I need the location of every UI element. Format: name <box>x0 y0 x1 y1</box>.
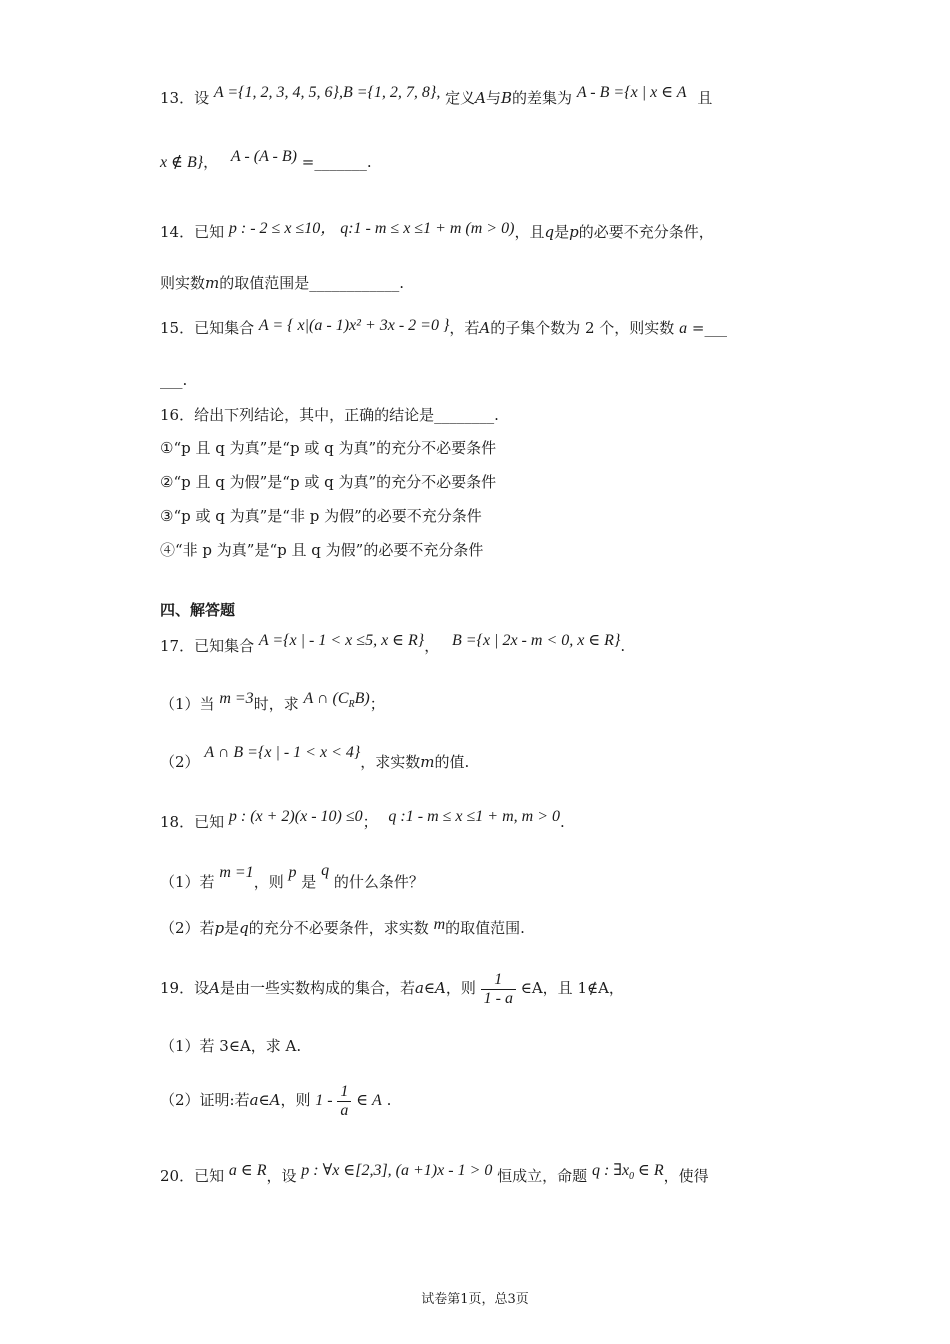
q15-set: A = { x|(a - 1)x² + 3x - 2 =0 } <box>258 317 450 334</box>
q19-part2-fraction: $\frac{1}{a}$ <box>337 1083 351 1120</box>
q14-condition: p : - 2 ≤ x ≤10， q:1 - m ≤ x ≤1 + m (m > 0) <box>228 220 515 237</box>
q19-part2: （2）证明:若a∈A，则 1 - $\frac{1}{a}$ ∈ A . <box>160 1082 392 1119</box>
q18-p: p : (x + 2)(x - 10) ≤0 <box>228 808 363 825</box>
q13-line2: x ∉ B}， A - (A - B) =_______. <box>160 148 372 171</box>
q15-line2: ___. <box>160 371 188 389</box>
q19-part1: （1）若 3∈A，求 A. <box>160 1037 302 1055</box>
q13-number: 13．设 <box>160 89 210 107</box>
section-heading: 四、解答题 <box>160 601 236 619</box>
q13-sets: A ={1, 2, 3, 4, 5, 6},B ={1, 2, 7, 8}, <box>213 84 441 101</box>
q13-def: A - B ={x | x ∈ A <box>576 84 687 101</box>
q17-part2: （2） A ∩ B ={x | - 1 < x < 4}，求实数m的值. <box>160 744 470 771</box>
page-footer: 试卷第1页，总3页 <box>421 1292 529 1307</box>
q14-line1: 14．已知 p : - 2 ≤ x ≤10， q:1 - m ≤ x ≤1 + m (m > 0)，且q是p的必要不充分条件， <box>160 220 714 241</box>
q16-item-4: ④“非 p 为真”是“p 且 q 为假”的必要不充分条件 <box>160 541 484 559</box>
q13-line1: 13．设 A ={1, 2, 3, 4, 5, 6},B ={1, 2, 7, 8}, 定义A与B的差集为 A - B ={x | x ∈ A 且 <box>160 84 713 107</box>
q20-line1: 20．已知 a ∈ R，设 p : ∀x ∈[2,3], (a +1)x - 1 > 0 恒成立，命题 q : $\exists x_0$ ∈ R，使得 <box>160 1162 709 1185</box>
q18-line1: 18．已知 p : (x + 2)(x - 10) ≤0； q :1 - m ≤ x ≤1 + m, m > 0. <box>160 808 565 831</box>
q16-item-3: ③“p 或 q 为真”是“非 p 为假”的必要不充分条件 <box>160 507 482 525</box>
q19-fraction: $\frac{1}{1 - a}$ <box>481 971 516 1008</box>
q13-blank: =_______. <box>301 153 372 171</box>
q16-stem: 16．给出下列结论，其中，正确的结论是________. <box>160 406 499 424</box>
q17-set-b: B ={x | 2x - m < 0, x ∈ R} <box>451 632 621 649</box>
q16-item-2: ②“p 且 q 为假”是“p 或 q 为真”的充分不必要条件 <box>160 473 497 491</box>
q19-line1: 19．设A是由一些实数构成的集合，若a∈A，则 $\frac{1}{1 - a}$ ∈A，且 1∉A， <box>160 970 624 1007</box>
q18-part2: （2）若p是q的充分不必要条件，求实数 m的取值范围. <box>160 916 525 937</box>
q17-line1: 17．已知集合 A ={x | - 1 < x ≤5, x ∈ R}， B ={x | 2x - m < 0, x ∈ R}. <box>160 632 626 655</box>
q20-p: p : ∀x ∈[2,3], (a +1)x - 1 > 0 <box>301 1162 493 1179</box>
q20-q: q : $\exists x_0$ ∈ R <box>591 1162 664 1183</box>
q18-q: q :1 - m ≤ x ≤1 + m, m > 0 <box>388 808 560 825</box>
q17-set-a: A ={x | - 1 < x ≤5, x ∈ R} <box>258 632 425 649</box>
q18-part1: （1）若 m =1，则 p 是 q 的什么条件？ <box>160 862 424 891</box>
q14-line2: 则实数m的取值范围是____________. <box>160 274 405 292</box>
q16-item-1: ①“p 且 q 为真”是“p 或 q 为真”的充分不必要条件 <box>160 439 497 457</box>
q17-part1: （1）当 m =3时，求 A ∩ $(C_RB)$； <box>160 690 385 713</box>
q15-line1: 15．已知集合 A = { x|(a - 1)x² + 3x - 2 =0 }，若A的子集个数为 2 个，则实数 a =___ <box>160 317 727 337</box>
